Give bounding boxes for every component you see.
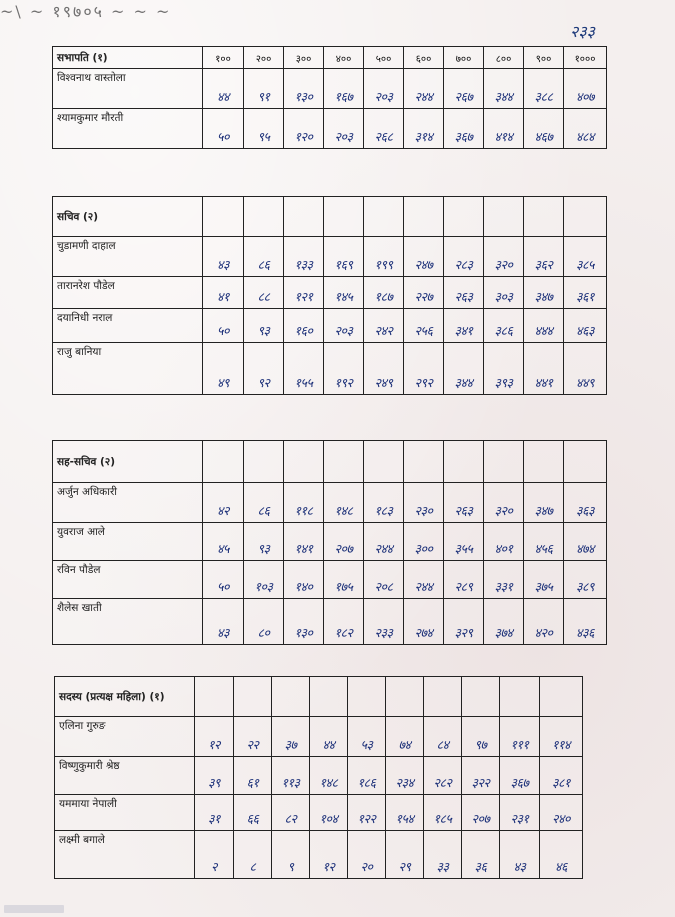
count-cell: २९२	[404, 343, 444, 395]
count-cell: ९२	[244, 343, 284, 395]
count-cell: १५४	[386, 795, 424, 831]
count-cell: ६१	[234, 757, 272, 795]
count-cell: २४४	[404, 69, 444, 109]
count-cell: २४२	[364, 309, 404, 343]
section-title: सचिव (२)	[53, 197, 203, 237]
count-cell: ४१४	[484, 109, 524, 149]
count-cell: ३३	[424, 831, 462, 879]
count-cell: ४४	[203, 69, 244, 109]
count-cell: ३२०	[484, 483, 524, 523]
count-cell: १८३	[364, 483, 404, 523]
count-cell: २४४	[404, 561, 444, 599]
candidate-name: लक्ष्मी बगाले	[55, 831, 195, 879]
count-cell: १५५	[284, 343, 324, 395]
candidate-name: एलिना गुरुङ	[55, 717, 195, 757]
count-cell: २६३	[444, 277, 484, 309]
table-row	[53, 561, 607, 599]
count-cell: ३६	[462, 831, 500, 879]
tally-table-chairman	[52, 46, 607, 149]
count-cell: १२०	[284, 109, 324, 149]
count-cell: २०३	[324, 109, 364, 149]
count-cell: ५०	[203, 309, 244, 343]
count-cell: १११	[500, 717, 540, 757]
candidate-name: राजु बानिया	[53, 343, 203, 395]
candidate-name: अर्जुन अधिकारी	[53, 483, 203, 523]
candidate-name: विष्णुकुमारी श्रेष्ठ	[55, 757, 195, 795]
count-cell: १९२	[324, 343, 364, 395]
count-cell: २८३	[444, 237, 484, 277]
header-count: १००	[203, 47, 244, 69]
table-row	[53, 277, 607, 309]
count-cell: १४८	[310, 757, 348, 795]
count-cell: २७४	[404, 599, 444, 645]
count-cell: २९	[386, 831, 424, 879]
count-cell: ३१४	[404, 109, 444, 149]
table-row	[53, 69, 607, 109]
count-cell: २०३	[364, 69, 404, 109]
count-cell: ५०	[203, 561, 244, 599]
count-cell: ९३	[244, 523, 284, 561]
candidate-name: चुडामणी दाहाल	[53, 237, 203, 277]
count-cell: ३७	[272, 717, 310, 757]
tally-table-secretary	[52, 196, 607, 395]
count-cell: ३६१	[564, 277, 607, 309]
section-title: सह-सचिव (२)	[53, 441, 203, 483]
count-cell: ४९	[203, 343, 244, 395]
count-cell: ३९३	[484, 343, 524, 395]
candidate-name: श्यामकुमार मौरती	[53, 109, 203, 149]
header-row	[53, 47, 607, 69]
section-title: सभापति (१)	[53, 47, 203, 69]
table-row	[53, 309, 607, 343]
count-cell: ४३६	[564, 599, 607, 645]
count-cell: ३००	[404, 523, 444, 561]
count-cell: २०८	[364, 561, 404, 599]
header-row	[55, 677, 583, 717]
count-cell: ४५६	[524, 523, 564, 561]
count-cell: ३८५	[564, 237, 607, 277]
candidate-name: तारानरेश पौडेल	[53, 277, 203, 309]
count-cell: ४५	[203, 523, 244, 561]
count-cell: ८०	[244, 599, 284, 645]
count-cell: ३०३	[484, 277, 524, 309]
header-count: ९००	[524, 47, 564, 69]
count-cell: ३५५	[444, 523, 484, 561]
count-cell: २४९	[364, 343, 404, 395]
count-cell: १८५	[424, 795, 462, 831]
count-cell: ८४	[424, 717, 462, 757]
count-cell: ४३	[500, 831, 540, 879]
count-cell: ३४४	[444, 343, 484, 395]
candidate-name: विश्वनाथ वास्तोला	[53, 69, 203, 109]
count-cell: २२	[234, 717, 272, 757]
header-count: ६००	[404, 47, 444, 69]
count-cell: ३८१	[540, 757, 583, 795]
count-cell: ३८६	[484, 309, 524, 343]
count-cell: १०४	[310, 795, 348, 831]
table-row	[53, 109, 607, 149]
tally-table-joint-secretary	[52, 440, 607, 645]
count-cell: २५६	[404, 309, 444, 343]
count-cell: २६३	[444, 483, 484, 523]
count-cell: ३४७	[524, 277, 564, 309]
table-row	[53, 483, 607, 523]
watermark-mark	[4, 905, 64, 913]
count-cell: २३०	[404, 483, 444, 523]
count-cell: २०३	[324, 309, 364, 343]
table-row	[53, 343, 607, 395]
count-cell: ४६३	[564, 309, 607, 343]
count-cell: १४५	[324, 277, 364, 309]
count-cell: ३६२	[524, 237, 564, 277]
count-cell: ४६	[540, 831, 583, 879]
tally-table-female-member	[54, 676, 583, 879]
table-row	[55, 795, 583, 831]
count-cell: ३७५	[524, 561, 564, 599]
count-cell: २४४	[364, 523, 404, 561]
count-cell: २०७	[462, 795, 500, 831]
count-cell: ३२०	[484, 237, 524, 277]
table-row	[55, 757, 583, 795]
count-cell: ४३	[203, 237, 244, 277]
count-cell: ९७	[462, 717, 500, 757]
count-cell: १३०	[284, 69, 324, 109]
count-cell: ४१	[203, 277, 244, 309]
table-row	[55, 831, 583, 879]
table-row	[53, 599, 607, 645]
count-cell: ३१	[195, 795, 234, 831]
header-count: ३००	[284, 47, 324, 69]
count-cell: १८७	[364, 277, 404, 309]
count-cell: ७४	[386, 717, 424, 757]
header-count: ४००	[324, 47, 364, 69]
count-cell: ४०७	[564, 69, 607, 109]
count-cell: १२२	[348, 795, 386, 831]
count-cell: ४४१	[524, 343, 564, 395]
count-cell: ११८	[284, 483, 324, 523]
count-cell: ३६३	[564, 483, 607, 523]
count-cell: २६८	[364, 109, 404, 149]
count-cell: ५३	[348, 717, 386, 757]
count-cell: २३४	[386, 757, 424, 795]
count-cell: ३४१	[444, 309, 484, 343]
count-cell: ३९	[195, 757, 234, 795]
count-cell: २	[195, 831, 234, 879]
header-count: ५००	[364, 47, 404, 69]
count-cell: ९१	[244, 69, 284, 109]
count-cell: १४८	[324, 483, 364, 523]
count-cell: ९३	[244, 309, 284, 343]
count-cell: १३०	[284, 599, 324, 645]
header-row	[53, 441, 607, 483]
count-cell: ६६	[234, 795, 272, 831]
count-cell: २०	[348, 831, 386, 879]
count-cell: ११४	[540, 717, 583, 757]
count-cell: ८	[234, 831, 272, 879]
count-cell: ३२९	[444, 599, 484, 645]
count-cell: २३१	[500, 795, 540, 831]
count-cell: १७५	[324, 561, 364, 599]
count-cell: २८९	[444, 561, 484, 599]
count-cell: ४६७	[524, 109, 564, 149]
count-cell: ४८४	[564, 109, 607, 149]
top-scribble: ~\ ~ १९७०५ ~ ~ ~	[0, 2, 172, 20]
count-cell: १२१	[284, 277, 324, 309]
count-cell: १२	[195, 717, 234, 757]
count-cell: ३३१	[484, 561, 524, 599]
count-cell: ९	[272, 831, 310, 879]
count-cell: ४२	[203, 483, 244, 523]
header-count: २००	[244, 47, 284, 69]
table-row	[55, 717, 583, 757]
header-count: ८००	[484, 47, 524, 69]
count-cell: १९९	[364, 237, 404, 277]
header-count: ७००	[444, 47, 484, 69]
count-cell: १८२	[324, 599, 364, 645]
count-cell: ३४४	[484, 69, 524, 109]
count-cell: ४४४	[524, 309, 564, 343]
count-cell: २४०	[540, 795, 583, 831]
count-cell: ८८	[244, 277, 284, 309]
count-cell: २६७	[444, 69, 484, 109]
count-cell: ८६	[244, 237, 284, 277]
count-cell: १२	[310, 831, 348, 879]
count-cell: ३६७	[500, 757, 540, 795]
count-cell: ३७४	[484, 599, 524, 645]
count-cell: ३८९	[564, 561, 607, 599]
count-cell: १०३	[244, 561, 284, 599]
header-row	[53, 197, 607, 237]
count-cell: १६७	[324, 69, 364, 109]
candidate-name: यममाया नेपाली	[55, 795, 195, 831]
count-cell: १४१	[284, 523, 324, 561]
count-cell: ४७४	[564, 523, 607, 561]
count-cell: ९५	[244, 109, 284, 149]
count-cell: ४२०	[524, 599, 564, 645]
count-cell: २०७	[324, 523, 364, 561]
header-count: १०००	[564, 47, 607, 69]
count-cell: ३८८	[524, 69, 564, 109]
table-row	[53, 237, 607, 277]
count-cell: ८२	[272, 795, 310, 831]
count-cell: २८२	[424, 757, 462, 795]
count-cell: १८६	[348, 757, 386, 795]
count-cell: ११३	[272, 757, 310, 795]
count-cell: ३२२	[462, 757, 500, 795]
count-cell: १४०	[284, 561, 324, 599]
page-number: २३३	[570, 22, 595, 41]
candidate-name: युवराज आले	[53, 523, 203, 561]
count-cell: ३४७	[524, 483, 564, 523]
count-cell: ८६	[244, 483, 284, 523]
count-cell: १६०	[284, 309, 324, 343]
table-row	[53, 523, 607, 561]
candidate-name: दयानिधी नराल	[53, 309, 203, 343]
section-title: सदस्य (प्रत्यक्ष महिला) (१)	[55, 677, 195, 717]
count-cell: २२७	[404, 277, 444, 309]
count-cell: २४७	[404, 237, 444, 277]
count-cell: ४३	[203, 599, 244, 645]
count-cell: ४४	[310, 717, 348, 757]
count-cell: २३३	[364, 599, 404, 645]
count-cell: ३६७	[444, 109, 484, 149]
candidate-name: रविन पौडेल	[53, 561, 203, 599]
candidate-name: शैलेस खाती	[53, 599, 203, 645]
count-cell: ४०१	[484, 523, 524, 561]
count-cell: ४४९	[564, 343, 607, 395]
count-cell: १३३	[284, 237, 324, 277]
count-cell: ५०	[203, 109, 244, 149]
count-cell: १६९	[324, 237, 364, 277]
